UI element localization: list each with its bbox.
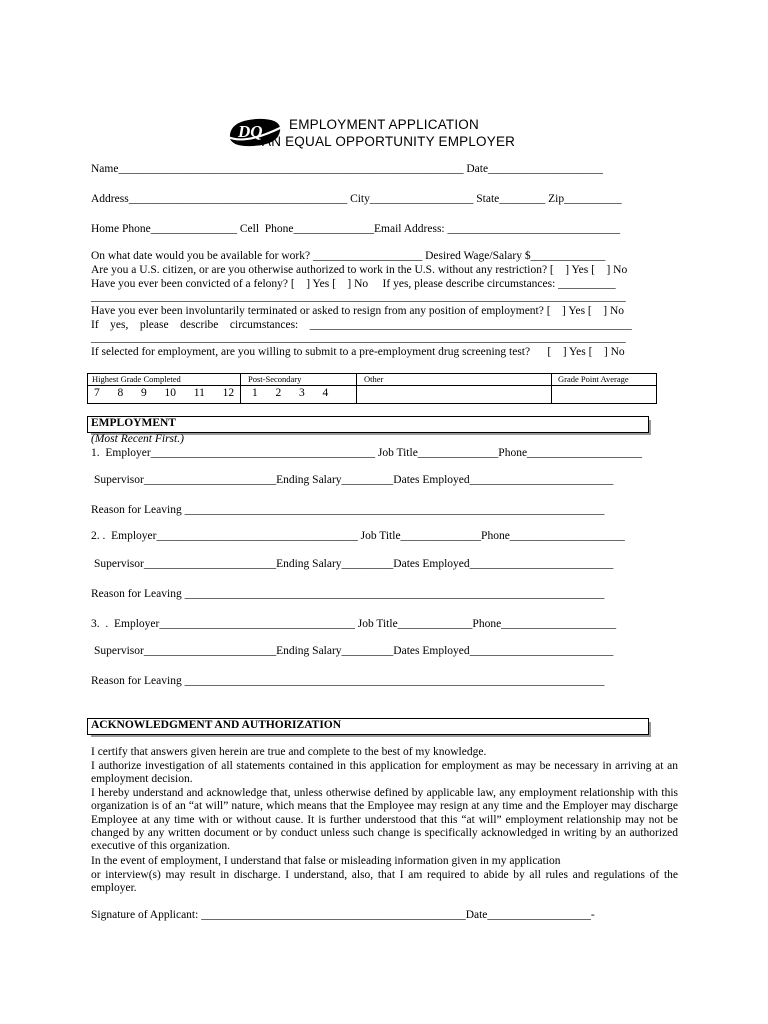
- acknowledgment-section-header: [87, 718, 649, 735]
- reason-3-line[interactable]: Reason for Leaving _________________________________________________________________________: [91, 675, 605, 687]
- acknowledgment-paragraph-5: or interview(s) may result in discharge. I understand, also, that I am required to abide by all rules and regulations of the employer.: [91, 869, 678, 895]
- felony-circumstances-line[interactable]: _____________________________________________________________________________________________: [91, 291, 626, 303]
- employment-section-header: [87, 416, 649, 433]
- education-header-post-secondary: Post-Secondary: [248, 374, 302, 384]
- address-line[interactable]: Address______________________________________ City__________________ State________ Zip__________: [91, 193, 622, 205]
- acknowledgment-paragraph-3: I hereby understand and acknowledge that, unless otherwise defined by applicable law, any employment relationship with this organization is of an “at will” nature, which means that the Employee may resign at any time and the Employer may discharge Employee at any time with or without cause. It is further understood that this “at will” employment relationship may not be changed by any written document or by conduct unless such change is specifically acknowledged in writing by an authorized executive of this organization.: [91, 787, 678, 853]
- supervisor-2-line[interactable]: Supervisor_______________________Ending Salary_________Dates Employed_________________________: [94, 558, 614, 570]
- felony-question[interactable]: Have you ever been convicted of a felony? [ ] Yes [ ] No If yes, please describe circumstances: __________: [91, 278, 616, 290]
- education-table: [87, 373, 657, 404]
- reason-1-line[interactable]: Reason for Leaving _________________________________________________________________________: [91, 504, 605, 516]
- supervisor-1-line[interactable]: Supervisor_______________________Ending Salary_________Dates Employed_________________________: [94, 474, 614, 486]
- acknowledgment-section-title: ACKNOWLEDGMENT AND AUTHORIZATION: [91, 719, 342, 731]
- citizen-question[interactable]: Are you a U.S. citizen, or are you otherwise authorized to work in the U.S. without any restriction? [ ] Yes [ ] No: [91, 264, 628, 276]
- education-header-gpa: Grade Point Average: [558, 374, 629, 384]
- phone-email-line[interactable]: Home Phone_______________ Cell Phone______________Email Address: ______________________________: [91, 223, 620, 235]
- acknowledgment-paragraph-1: I certify that answers given herein are true and complete to the best of my knowledge.: [91, 746, 487, 758]
- signature-date-line[interactable]: Signature of Applicant: ______________________________________________Date__________________-: [91, 909, 595, 921]
- drug-screening-question[interactable]: If selected for employment, are you willing to submit to a pre-employment drug screening test? [ ] Yes [ ] No: [91, 346, 625, 358]
- terminated-circumstances-line[interactable]: If yes, please describe circumstances: ________________________________________________________: [91, 319, 632, 331]
- education-post-secondary-options[interactable]: 1 2 3 4: [252, 387, 329, 399]
- acknowledgment-paragraph-2: I authorize investigation of all statements contained in this application for employment as may be necessary in arriving at an employment decision.: [91, 760, 678, 786]
- education-cell-other[interactable]: [356, 374, 552, 403]
- employment-subtitle: (Most Recent First.): [91, 433, 184, 445]
- employment-section-title: EMPLOYMENT: [91, 417, 176, 429]
- supervisor-3-line[interactable]: Supervisor_______________________Ending Salary_________Dates Employed_________________________: [94, 645, 614, 657]
- education-grade-options[interactable]: 7 8 9 10 11 12: [94, 387, 235, 399]
- logo-text: DQ: [238, 122, 263, 141]
- name-date-line[interactable]: Name____________________________________________________________ Date____________________: [91, 163, 604, 175]
- terminated-question[interactable]: Have you ever been involuntarily terminated or asked to resign from any position of employment? [ ] Yes [ ] No: [91, 305, 625, 317]
- terminated-circumstances-line-2[interactable]: _____________________________________________________________________________________________: [91, 332, 626, 344]
- employer-3-line[interactable]: 3. . Employer__________________________________ Job Title_____________Phone____________________: [91, 618, 617, 630]
- employer-1-line[interactable]: 1. Employer_______________________________________ Job Title______________Phone____________________: [91, 447, 643, 459]
- reason-2-line[interactable]: Reason for Leaving _________________________________________________________________________: [91, 588, 605, 600]
- form-title: EMPLOYMENT APPLICATION: [289, 117, 479, 132]
- employer-2-line[interactable]: 2. . Employer___________________________________ Job Title______________Phone____________________: [91, 530, 625, 542]
- form-subtitle: AN EQUAL OPPORTUNITY EMPLOYER: [262, 134, 516, 149]
- education-header-grade: Highest Grade Completed: [92, 374, 181, 384]
- education-header-other: Other: [364, 374, 384, 384]
- acknowledgment-paragraph-4: In the event of employment, I understand that false or misleading information given in my application: [91, 855, 561, 867]
- availability-date-line[interactable]: On what date would you be available for work? ___________________ Desired Wage/Salary $_____________: [91, 250, 606, 262]
